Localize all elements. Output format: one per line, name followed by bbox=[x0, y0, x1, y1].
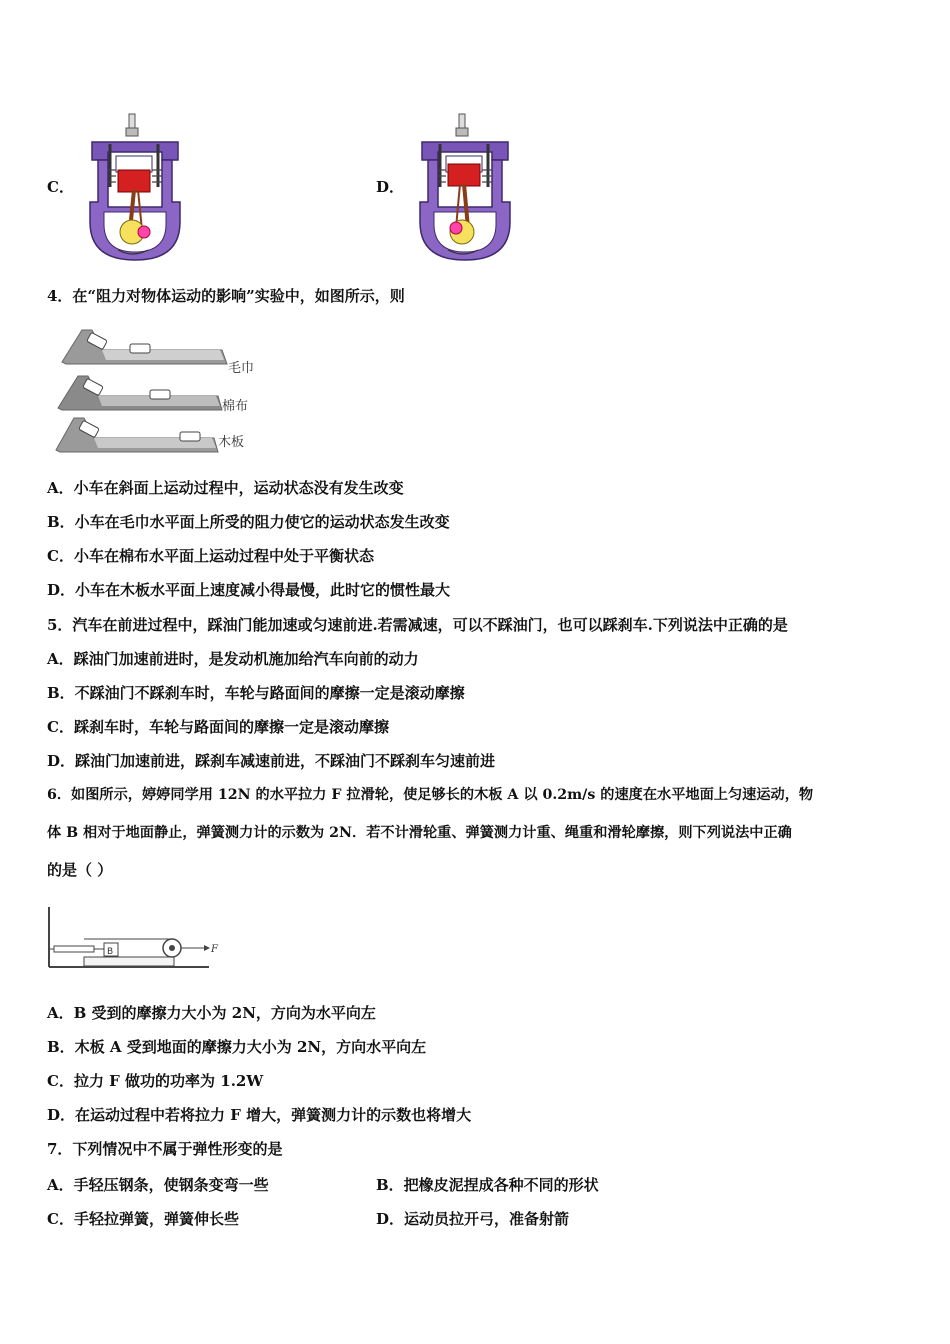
q7-stem: 7．下列情况中不属于弹性形变的是 bbox=[47, 1140, 283, 1158]
q6-stem-line3: 的是（ ） bbox=[47, 861, 113, 879]
q6-option-b: B．木板 A 受到地面的摩擦力大小为 2N，方向水平向左 bbox=[47, 1038, 427, 1056]
force-label: F bbox=[211, 944, 218, 955]
q5-stem: 5．汽车在前进过程中，踩油门能加速或匀速前进.若需减速，可以不踩油门，也可以踩刹车.下列说法中正确的是 bbox=[47, 616, 788, 634]
engine-figure-c bbox=[80, 112, 190, 262]
q4-option-d: D．小车在木板水平面上速度减小得最慢，此时它的惯性最大 bbox=[47, 581, 451, 599]
q4-option-c: C．小车在棉布水平面上运动过程中处于平衡状态 bbox=[47, 547, 374, 565]
ramp-label-cotton: 棉布 bbox=[222, 399, 249, 414]
q5-option-d: D．踩油门加速前进，踩刹车减速前进，不踩油门不踩刹车匀速前进 bbox=[47, 752, 496, 770]
q5-option-c: C．踩刹车时，车轮与路面间的摩擦一定是滚动摩擦 bbox=[47, 718, 389, 736]
pulley-figure bbox=[44, 905, 224, 975]
ramp-label-towel: 毛巾 bbox=[228, 361, 255, 376]
q4-option-a: A．小车在斜面上运动过程中，运动状态没有发生改变 bbox=[47, 479, 404, 497]
q6-option-c: C．拉力 F 做功的功率为 1.2W bbox=[47, 1072, 264, 1090]
q7-option-c: C．手轻拉弹簧，弹簧伸长些 bbox=[47, 1210, 239, 1228]
q4-option-b: B．小车在毛巾水平面上所受的阻力使它的运动状态发生改变 bbox=[47, 513, 450, 531]
friction-ramps-figure bbox=[52, 322, 272, 457]
q6-option-d: D．在运动过程中若将拉力 F 增大，弹簧测力计的示数也将增大 bbox=[47, 1106, 472, 1124]
q3-option-d-label: D． bbox=[376, 178, 405, 196]
q3-option-c-label: C． bbox=[47, 178, 74, 196]
q6-stem-line1: 6．如图所示，婷婷同学用 12N 的水平拉力 F 拉滑轮，使足够长的木板 A 以 0.2m/s 的速度在水平地面上匀速运动，物 bbox=[47, 787, 814, 803]
q4-stem: 4．在“阻力对物体运动的影响”实验中，如图所示，则 bbox=[47, 287, 405, 305]
block-b-label: B bbox=[107, 947, 114, 957]
q6-option-a: A．B 受到的摩擦力大小为 2N，方向为水平向左 bbox=[47, 1004, 376, 1022]
q7-option-b: B．把橡皮泥捏成各种不同的形状 bbox=[376, 1176, 599, 1194]
ramp-label-wood: 木板 bbox=[218, 435, 245, 450]
q5-option-a: A．踩油门加速前进时，是发动机施加给汽车向前的动力 bbox=[47, 650, 419, 668]
q7-option-d: D．运动员拉开弓，准备射箭 bbox=[376, 1210, 570, 1228]
q7-option-a: A．手轻压钢条，使钢条变弯一些 bbox=[47, 1176, 269, 1194]
q5-option-b: B．不踩油门不踩刹车时，车轮与路面间的摩擦一定是滚动摩擦 bbox=[47, 684, 465, 702]
q6-stem-line2: 体 B 相对于地面静止，弹簧测力计的示数为 2N．若不计滑轮重、弹簧测力计重、绳重和滑轮摩擦，则下列说法中正确 bbox=[47, 825, 792, 841]
engine-figure-d bbox=[410, 112, 520, 262]
